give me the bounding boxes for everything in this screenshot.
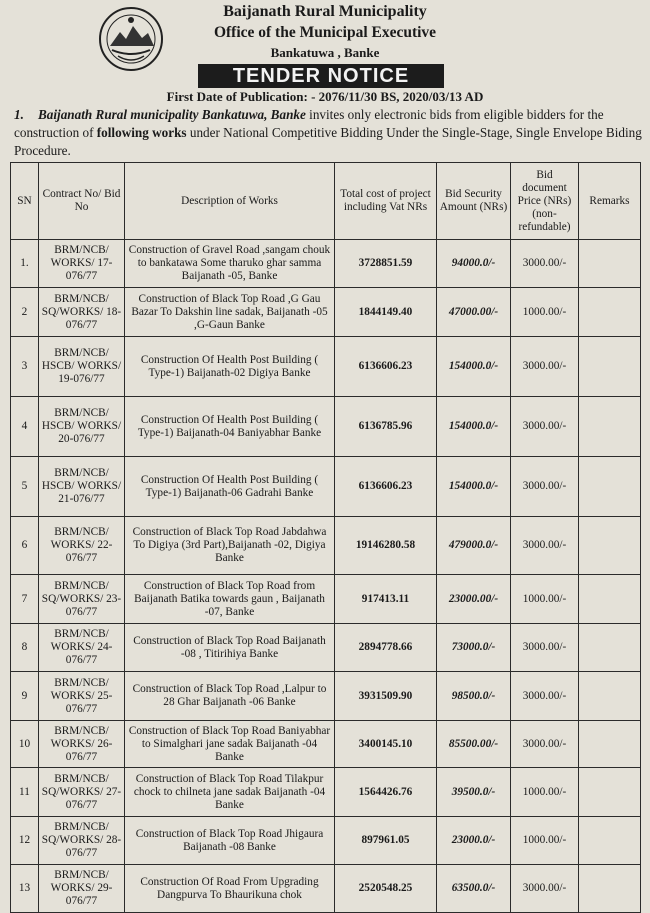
- header-total-cost: Total cost of project including Vat NRs: [335, 163, 437, 240]
- row-contract: BRM/NCB/ WORKS/ 29-076/77: [39, 865, 125, 913]
- row-remarks: [579, 721, 641, 768]
- row-bid-security: 23000.0/-: [437, 817, 511, 865]
- row-total-cost: 1564426.76: [335, 768, 437, 817]
- row-contract: BRM/NCB/ WORKS/ 24-076/77: [39, 624, 125, 672]
- row-bid-security: 479000.0/-: [437, 517, 511, 575]
- table-row: [11, 768, 641, 817]
- row-remarks: [579, 517, 641, 575]
- row-remarks: [579, 397, 641, 457]
- intro-text-1: invites only electronic bids from eligible bidders for the construction of: [14, 107, 604, 140]
- row-document-price: 3000.00/-: [511, 240, 579, 288]
- row-contract: BRM/NCB/ WORKS/ 25-076/77: [39, 672, 125, 721]
- header-bid-security: Bid Security Amount (NRs): [437, 163, 511, 240]
- table-row: [11, 517, 641, 575]
- paragraph-number: 1.: [14, 107, 24, 122]
- header-document-price: Bid document Price (NRs) (non-refundable): [511, 163, 579, 240]
- header-remarks: Remarks: [579, 163, 641, 240]
- row-document-price: 3000.00/-: [511, 865, 579, 913]
- row-total-cost: 19146280.58: [335, 517, 437, 575]
- row-document-price: 3000.00/-: [511, 517, 579, 575]
- row-total-cost: 917413.11: [335, 575, 437, 624]
- row-total-cost: 3400145.10: [335, 721, 437, 768]
- row-contract: BRM/NCB/ HSCB/ WORKS/ 20-076/77: [39, 397, 125, 457]
- row-document-price: 1000.00/-: [511, 575, 579, 624]
- row-document-price: 3000.00/-: [511, 624, 579, 672]
- row-document-price: 3000.00/-: [511, 721, 579, 768]
- row-total-cost: 897961.05: [335, 817, 437, 865]
- row-description: Construction of Black Top Road from Baijanath Batika towards gaun , Baijanath -07, Banke: [125, 575, 335, 624]
- intro-entity: Baijanath Rural municipality Bankatuwa, Banke: [38, 107, 306, 122]
- header-contract: Contract No/ Bid No: [39, 163, 125, 240]
- row-sn: 9: [11, 672, 39, 721]
- intro-paragraph: [14, 106, 642, 160]
- row-bid-security: 39500.0/-: [437, 768, 511, 817]
- table-row: [11, 240, 641, 288]
- row-document-price: 3000.00/-: [511, 397, 579, 457]
- row-document-price: 3000.00/-: [511, 337, 579, 397]
- row-sn: 4: [11, 397, 39, 457]
- row-remarks: [579, 457, 641, 517]
- row-description: Construction of Black Top Road Tilakpur chock to chilneta jane sadak Baijanath -04 Banke: [125, 768, 335, 817]
- row-sn: 8: [11, 624, 39, 672]
- row-description: Construction of Black Top Road ,Lalpur to 28 Ghar Baijanath -06 Banke: [125, 672, 335, 721]
- row-sn: 2: [11, 288, 39, 337]
- row-bid-security: 154000.0/-: [437, 337, 511, 397]
- row-sn: 3: [11, 337, 39, 397]
- table-row: [11, 397, 641, 457]
- row-contract: BRM/NCB/ HSCB/ WORKS/ 21-076/77: [39, 457, 125, 517]
- row-bid-security: 94000.0/-: [437, 240, 511, 288]
- table-row: [11, 672, 641, 721]
- office-location: Bankatuwa , Banke: [270, 45, 380, 60]
- table-row: [11, 288, 641, 337]
- row-sn: 7: [11, 575, 39, 624]
- header-description: Description of Works: [125, 163, 335, 240]
- row-description: Construction of Black Top Road Baijanath -08 , Titirihiya Banke: [125, 624, 335, 672]
- table-row: [11, 457, 641, 517]
- row-sn: 10: [11, 721, 39, 768]
- row-remarks: [579, 337, 641, 397]
- row-contract: BRM/NCB/ HSCB/ WORKS/ 19-076/77: [39, 337, 125, 397]
- row-contract: BRM/NCB/ SQ/WORKS/ 23-076/77: [39, 575, 125, 624]
- row-bid-security: 98500.0/-: [437, 672, 511, 721]
- row-total-cost: 6136785.96: [335, 397, 437, 457]
- row-contract: BRM/NCB/ WORKS/ 17-076/77: [39, 240, 125, 288]
- row-total-cost: 6136606.23: [335, 337, 437, 397]
- row-document-price: 3000.00/-: [511, 672, 579, 721]
- table-row: [11, 721, 641, 768]
- table-row: [11, 575, 641, 624]
- row-description: Construction Of Road From Upgrading Dangpurva To Bhaurikuna chok: [125, 865, 335, 913]
- row-remarks: [579, 624, 641, 672]
- office-name: Office of the Municipal Executive: [213, 24, 437, 41]
- row-contract: BRM/NCB/ SQ/WORKS/ 28-076/77: [39, 817, 125, 865]
- row-bid-security: 23000.00/-: [437, 575, 511, 624]
- row-description: Construction of Black Top Road Baniyabhar to Simalghari jane sadak Baijanath -04 Banke: [125, 721, 335, 768]
- table-row: [11, 624, 641, 672]
- publication-date: First Date of Publication: - 2076/11/30 BS, 2020/03/13 AD: [166, 89, 484, 104]
- header: [0, 0, 650, 90]
- row-total-cost: 3728851.59: [335, 240, 437, 288]
- row-sn: 5: [11, 457, 39, 517]
- row-document-price: 1000.00/-: [511, 817, 579, 865]
- row-description: Construction of Black Top Road ,G Gau Bazar To Dakshin line sadak, Baijanath -05 ,G-Gaun Banke: [125, 288, 335, 337]
- table-header-row: [11, 163, 641, 240]
- municipality-name: Baijanath Rural Municipality: [223, 3, 427, 20]
- row-bid-security: 47000.00/-: [437, 288, 511, 337]
- row-total-cost: 2894778.66: [335, 624, 437, 672]
- row-description: Construction Of Health Post Building ( Type-1) Baijanath-06 Gadrahi Banke: [125, 457, 335, 517]
- row-bid-security: 85500.00/-: [437, 721, 511, 768]
- intro-text-2: under National Competitive Bidding Under the Single-Stage, Single Envelope Biding Procedure.: [14, 125, 642, 158]
- table-row: [11, 337, 641, 397]
- row-description: Construction Of Health Post Building ( Type-1) Baijanath-02 Digiya Banke: [125, 337, 335, 397]
- table-row: [11, 817, 641, 865]
- row-description: Construction of Black Top Road Jhigaura Baijanath -08 Banke: [125, 817, 335, 865]
- row-total-cost: 3931509.90: [335, 672, 437, 721]
- row-sn: 12: [11, 817, 39, 865]
- row-remarks: [579, 575, 641, 624]
- row-remarks: [579, 288, 641, 337]
- intro-emphasis: following works: [96, 125, 187, 140]
- row-description: Construction of Black Top Road Jabdahwa To Digiya (3rd Part),Baijanath -02, Digiya Banke: [125, 517, 335, 575]
- row-remarks: [579, 865, 641, 913]
- row-description: Construction Of Health Post Building ( Type-1) Baijanath-04 Baniyabhar Banke: [125, 397, 335, 457]
- row-contract: BRM/NCB/ SQ/WORKS/ 27-076/77: [39, 768, 125, 817]
- tender-table: [10, 162, 641, 913]
- row-contract: BRM/NCB/ SQ/WORKS/ 18-076/77: [39, 288, 125, 337]
- row-sn: 6: [11, 517, 39, 575]
- table-row: [11, 865, 641, 913]
- row-remarks: [579, 240, 641, 288]
- row-total-cost: 2520548.25: [335, 865, 437, 913]
- row-sn: 1.: [11, 240, 39, 288]
- row-contract: BRM/NCB/ WORKS/ 22-076/77: [39, 517, 125, 575]
- row-sn: 11: [11, 768, 39, 817]
- header-sn: SN: [11, 163, 39, 240]
- row-bid-security: 73000.0/-: [437, 624, 511, 672]
- row-document-price: 1000.00/-: [511, 288, 579, 337]
- row-document-price: 3000.00/-: [511, 457, 579, 517]
- row-total-cost: 6136606.23: [335, 457, 437, 517]
- row-remarks: [579, 817, 641, 865]
- row-total-cost: 1844149.40: [335, 288, 437, 337]
- row-bid-security: 154000.0/-: [437, 397, 511, 457]
- row-description: Construction of Gravel Road ,sangam chouk to bankatawa Some tharuko ghar samma Baijanath -05, Banke: [125, 240, 335, 288]
- row-remarks: [579, 768, 641, 817]
- row-remarks: [579, 672, 641, 721]
- row-bid-security: 63500.0/-: [437, 865, 511, 913]
- row-contract: BRM/NCB/ WORKS/ 26-076/77: [39, 721, 125, 768]
- row-bid-security: 154000.0/-: [437, 457, 511, 517]
- row-document-price: 1000.00/-: [511, 768, 579, 817]
- row-sn: 13: [11, 865, 39, 913]
- tender-notice-banner: TENDER NOTICE: [198, 64, 444, 88]
